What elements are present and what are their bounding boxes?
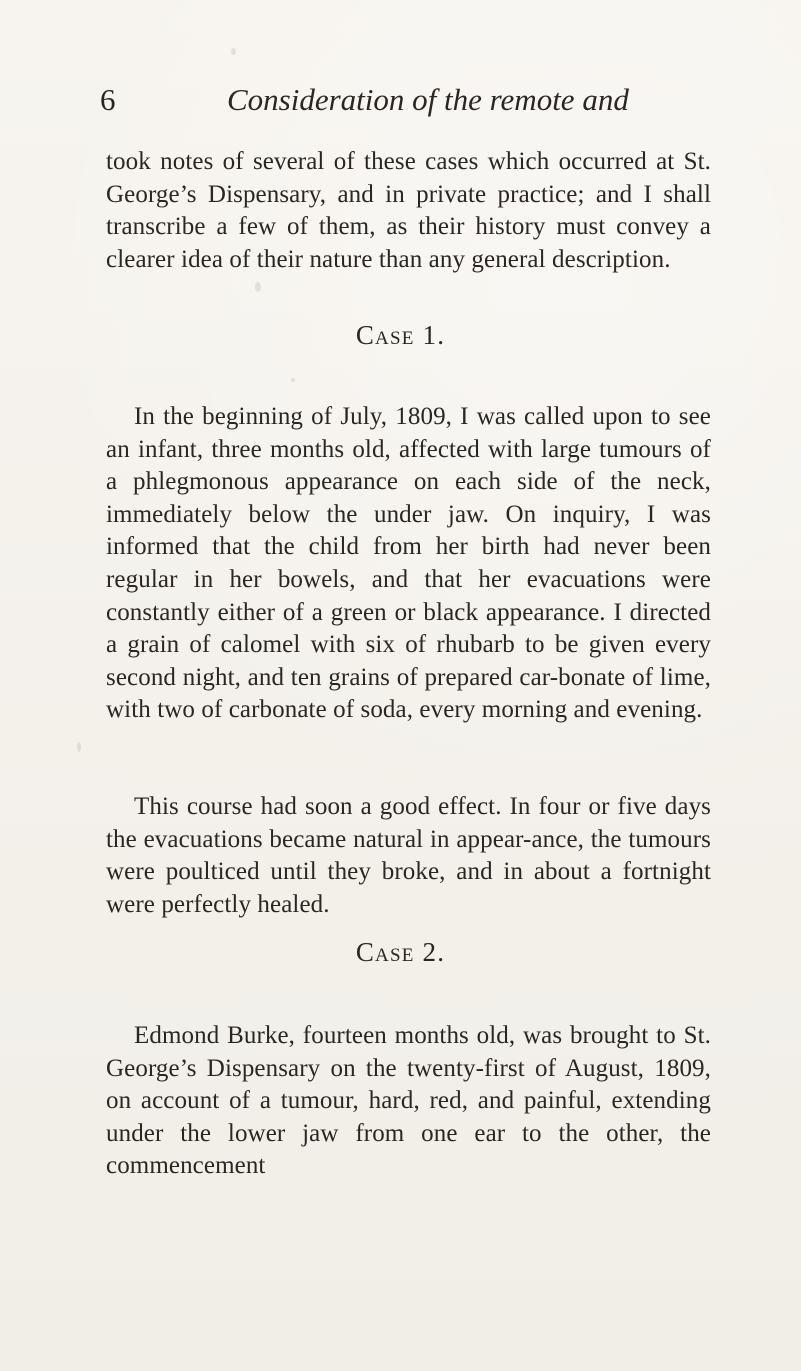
case-two-paragraph: Edmond Burke, fourteen months old, was brought to St. George’s Dispensary on the twenty-first of August, 1809, on account of a tumour, hard, red, and painful, extending under the lower jaw from one ear to the other, the commencement <box>106 1022 711 1180</box>
paper-spot <box>291 378 295 382</box>
intro-paragraph: took notes of several of these cases which occurred at St. George’s Dispensary, and in private practice; and I shall transcribe a few of them, as their history must convey a clearer idea of their nature than any general description. <box>106 148 711 273</box>
paper-spot <box>255 282 261 292</box>
case-one-paragraph: In the beginning of July, 1809, I was called upon to see an infant, three months old, affected with large tumours of a phlegmonous appearance on each side of the neck, immediately below the under jaw. On inquiry, I was informed that the child from her birth had never been regular in her bowels, and that her evacuations were constantly either of a green or black appearance. I directed a grain of calomel with six of rhubarb to be given every second night, and ten grains of prepared car-bonate of lime, with two of carbonate of soda, every morning and evening. <box>106 403 711 724</box>
paper-spot <box>231 48 236 55</box>
case-one-heading: Case 1. <box>355 320 446 350</box>
page-header <box>0 84 801 124</box>
case-one-followup-paragraph: This course had soon a good effect. In four or five days the evacuations became natural in appear-ance, the tumours were poulticed until they broke, and in about a fortnight were perfectly healed. <box>106 793 711 918</box>
case-two-heading: Case 2. <box>355 937 446 967</box>
page-number: 6 <box>100 82 116 117</box>
running-head: Consideration of the remote and <box>227 82 629 117</box>
paper-spot <box>77 742 81 752</box>
